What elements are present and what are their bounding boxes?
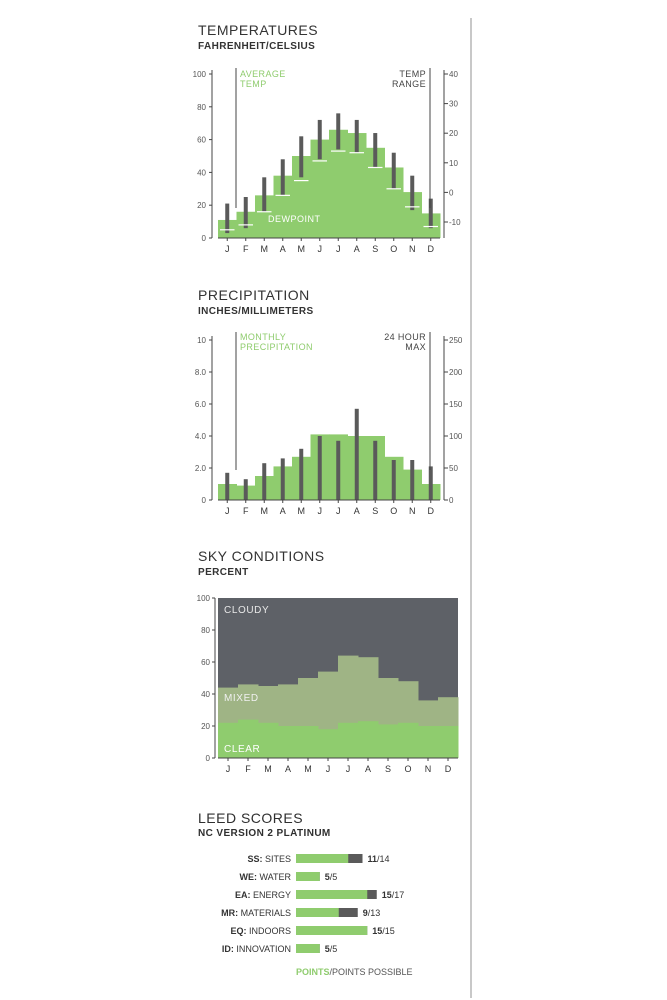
clear-label: CLEAR	[224, 744, 261, 755]
y2-tick-label: 30	[449, 99, 458, 109]
avg-temp-label: TEMP	[240, 79, 267, 89]
leed-points-bar	[296, 854, 348, 863]
leed-category-name: MATERIALS	[238, 908, 291, 918]
leed-category-name: WATER	[257, 872, 291, 882]
leed-score	[325, 872, 338, 882]
sky-subtitle: PERCENT	[198, 567, 249, 578]
y-tick-label: 10	[197, 336, 206, 345]
leed-category-code: SS:	[247, 854, 263, 864]
y-tick-label: 100	[196, 594, 210, 603]
temperatures-subtitle: FAHRENHEIT/CELSIUS	[198, 41, 316, 52]
y-tick-label: 0	[205, 754, 210, 763]
month-label: O	[404, 764, 412, 774]
leed-score	[382, 890, 405, 900]
month-label: M	[264, 764, 272, 774]
temp-range-label: TEMP	[399, 69, 426, 79]
leed-category-label	[222, 944, 291, 954]
month-label: J	[225, 764, 231, 774]
month-label: J	[336, 506, 341, 516]
month-label: S	[372, 244, 379, 254]
y2-tick-label: 50	[449, 464, 458, 473]
max-24h-label: MAX	[405, 342, 426, 352]
month-label: N	[409, 506, 416, 516]
y-tick-label: 40	[201, 690, 210, 699]
cloudy-label: CLOUDY	[224, 605, 270, 616]
y-tick-label: 8.0	[194, 368, 206, 377]
y-tick-label: 80	[197, 102, 206, 112]
month-label: S	[372, 506, 379, 516]
leed-category-code: WE:	[239, 872, 257, 882]
month-label: A	[353, 244, 360, 254]
month-label: S	[384, 764, 392, 774]
leed-points-bar	[296, 890, 367, 899]
month-label: D	[427, 506, 434, 516]
y2-tick-label: 0	[449, 496, 454, 505]
avg-temp-label: AVERAGE	[240, 69, 286, 79]
y-tick-label: 2.0	[194, 464, 206, 473]
leed-category-label	[230, 926, 291, 936]
precipitation-subtitle: INCHES/MILLIMETERS	[198, 306, 314, 317]
leed-category-label	[247, 854, 291, 864]
leed-points-bar	[296, 872, 320, 881]
leed-title: LEED SCORES	[198, 810, 304, 826]
leed-score	[372, 926, 395, 936]
leed-points-possible: /15	[382, 926, 395, 936]
month-label: J	[345, 764, 351, 774]
y-tick-label: 4.0	[194, 432, 206, 441]
month-label: J	[325, 764, 331, 774]
month-label: J	[225, 244, 230, 254]
legend-points: POINTS	[296, 967, 330, 977]
leed-category-label	[221, 908, 291, 918]
dewpoint-label: DEWPOINT	[268, 214, 321, 224]
month-label: J	[317, 506, 322, 516]
leed-points-bar	[296, 944, 320, 953]
precipitation-title: PRECIPITATION	[198, 287, 310, 303]
leed-subtitle: NC VERSION 2 PLATINUM	[198, 828, 331, 839]
month-label: M	[297, 244, 305, 254]
y-tick-label: 0	[201, 234, 206, 243]
leed-category-name: ENERGY	[250, 890, 291, 900]
month-label: A	[353, 506, 360, 516]
leed-points-bar	[296, 908, 339, 917]
leed-points-possible: /14	[377, 854, 390, 864]
y-tick-label: 0	[201, 496, 206, 505]
leed-points-possible: /13	[367, 908, 381, 918]
y2-tick-label: 100	[449, 432, 463, 441]
month-label: M	[297, 506, 305, 516]
leed-score	[363, 908, 381, 918]
month-label: F	[243, 506, 249, 516]
leed-points: 15	[381, 890, 392, 900]
leed-category-name: INDOORS	[246, 926, 291, 936]
month-label: M	[260, 244, 268, 254]
leed-score	[325, 944, 338, 954]
y2-tick-label: 0	[449, 188, 454, 198]
monthly-precip-label: MONTHLY	[240, 332, 287, 342]
month-label: A	[279, 244, 286, 254]
y-tick-label: 60	[201, 658, 210, 667]
month-label: A	[364, 764, 372, 774]
month-label: O	[390, 244, 398, 254]
leed-category-code: ID:	[221, 944, 234, 954]
y-tick-label: 20	[197, 201, 206, 211]
month-label: J	[336, 244, 341, 254]
y-tick-label: 40	[197, 168, 206, 178]
y2-tick-label: -10	[449, 218, 461, 227]
month-label: N	[409, 244, 416, 254]
month-label: M	[304, 764, 312, 774]
sky-title: SKY CONDITIONS	[198, 548, 325, 564]
leed-legend	[296, 967, 413, 977]
month-label: A	[284, 764, 292, 774]
monthly-precip-label: PRECIPITATION	[240, 342, 313, 352]
leed-category-label	[235, 890, 291, 900]
mixed-label: MIXED	[224, 693, 259, 704]
month-label: F	[245, 764, 251, 774]
y-tick-label: 100	[192, 70, 206, 79]
leed-category-code: EA:	[234, 890, 251, 900]
leed-category-label	[240, 872, 292, 882]
y2-tick-label: 20	[449, 129, 458, 139]
y2-tick-label: 250	[449, 336, 463, 345]
month-label: A	[279, 506, 286, 516]
month-label: J	[225, 506, 230, 516]
leed-points: 9	[362, 908, 368, 918]
leed-points: 15	[372, 926, 383, 936]
month-label: O	[390, 506, 398, 516]
month-label: D	[427, 244, 434, 254]
month-label: J	[317, 244, 322, 254]
leed-category-name: SITES	[262, 854, 291, 864]
y2-tick-label: 200	[449, 368, 463, 377]
leed-points-bar	[296, 926, 367, 935]
leed-points-possible: /17	[391, 890, 405, 900]
y-tick-label: 60	[197, 135, 206, 145]
temp-range-label: RANGE	[391, 79, 426, 89]
leed-points-possible: /5	[329, 872, 338, 882]
y-tick-label: 20	[201, 722, 210, 731]
month-label: F	[243, 244, 249, 254]
y-tick-label: 80	[201, 626, 210, 635]
max-24h-label: 24 HOUR	[384, 332, 426, 342]
leed-score	[368, 854, 390, 864]
y2-tick-label: 10	[449, 158, 458, 168]
temperatures-title: TEMPERATURES	[198, 22, 319, 38]
leed-category-name: INNOVATION	[233, 944, 291, 954]
y2-tick-label: 150	[449, 400, 463, 409]
leed-points-possible: /5	[329, 944, 338, 954]
leed-points: 11	[367, 854, 378, 864]
month-label: M	[260, 506, 268, 516]
month-label: D	[444, 764, 452, 774]
leed-points: 5	[324, 944, 330, 954]
leed-category-code: MR:	[221, 908, 239, 918]
leed-points: 5	[324, 872, 330, 882]
y-tick-label: 6.0	[194, 400, 206, 409]
y2-tick-label: 40	[449, 70, 458, 79]
month-label: N	[424, 764, 432, 774]
leed-category-code: EQ:	[230, 926, 247, 936]
legend-points-possible: /POINTS POSSIBLE	[329, 967, 413, 977]
